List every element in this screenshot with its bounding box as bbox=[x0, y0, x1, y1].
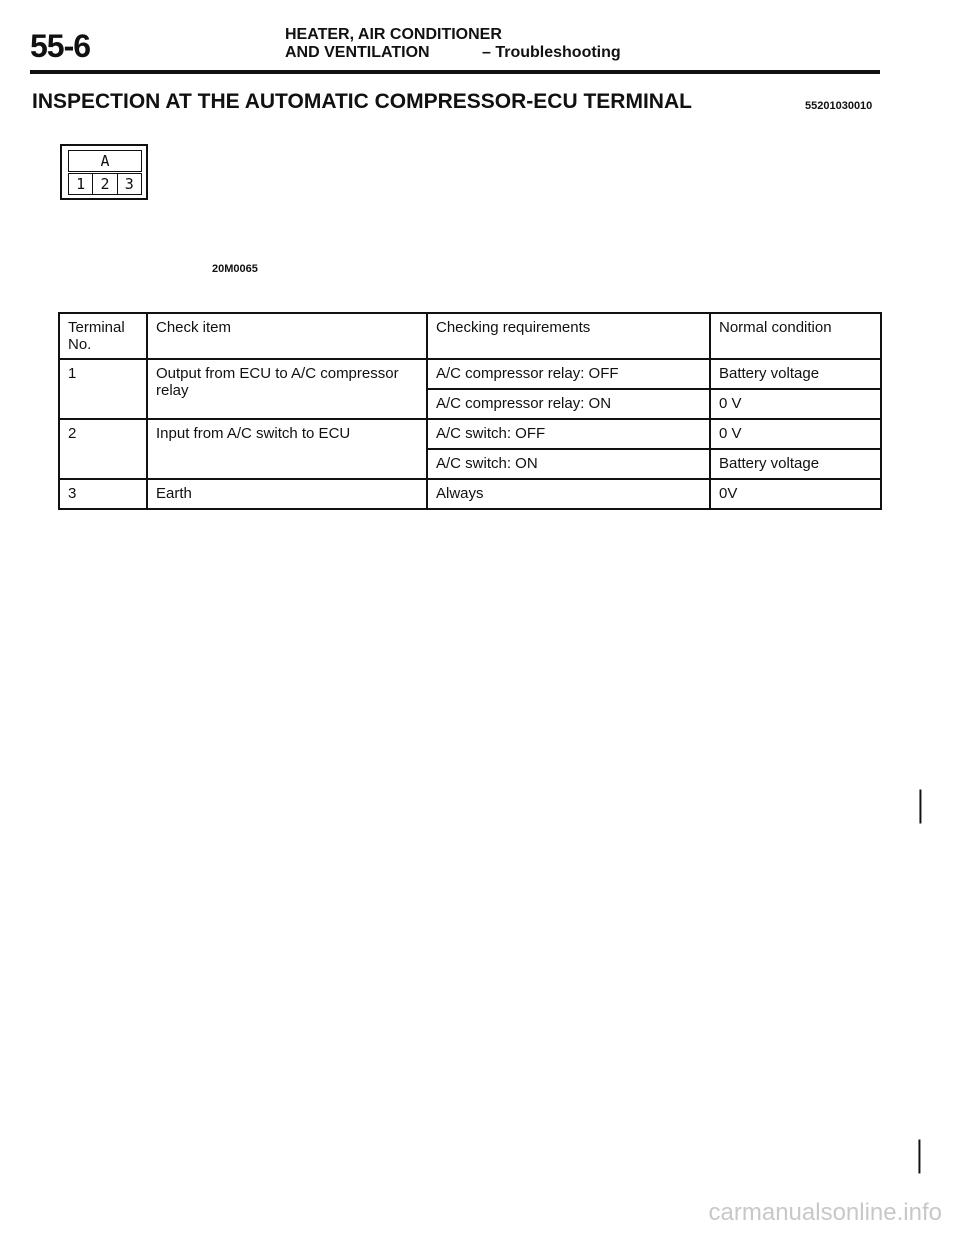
table-header-row bbox=[59, 313, 881, 359]
normal-condition-cell: Battery voltage bbox=[710, 359, 881, 389]
connector-diagram bbox=[60, 144, 148, 200]
connector-pin: 3 bbox=[124, 175, 134, 193]
chapter-title-line1: HEATER, AIR CONDITIONER bbox=[285, 26, 502, 43]
terminal-cell: 1 bbox=[59, 359, 147, 419]
header-divider bbox=[30, 70, 880, 74]
normal-condition-cell: 0 V bbox=[710, 389, 881, 419]
section-heading: INSPECTION AT THE AUTOMATIC COMPRESSOR-ECU TERMINAL bbox=[32, 90, 692, 113]
scan-mark: │ bbox=[913, 790, 931, 821]
check-item-cell: Earth bbox=[147, 479, 427, 509]
table-row bbox=[59, 479, 881, 509]
requirement-cell: A/C compressor relay: OFF bbox=[427, 359, 710, 389]
normal-condition-cell: 0 V bbox=[710, 419, 881, 449]
check-item-cell: Input from A/C switch to ECU bbox=[147, 419, 427, 479]
page-number: 55-6 bbox=[30, 28, 91, 64]
requirement-cell: A/C switch: ON bbox=[427, 449, 710, 479]
header-terminal-no: Terminal No. bbox=[59, 313, 147, 359]
table-row bbox=[59, 359, 881, 389]
terminal-inspection-table bbox=[58, 312, 882, 510]
normal-condition-cell: 0V bbox=[710, 479, 881, 509]
table-row bbox=[59, 419, 881, 449]
section-code: 55201030010 bbox=[805, 100, 873, 112]
requirement-cell: A/C compressor relay: ON bbox=[427, 389, 710, 419]
chapter-title-line2: AND VENTILATION bbox=[285, 44, 430, 61]
connector-pin: 2 bbox=[93, 174, 117, 194]
header-normal-condition: Normal condition bbox=[710, 313, 881, 359]
chapter-title bbox=[285, 26, 502, 62]
watermark: carmanualsonline.info bbox=[708, 1199, 942, 1226]
terminal-cell: 3 bbox=[59, 479, 147, 509]
terminal-cell: 2 bbox=[59, 419, 147, 479]
figure-code: 20M0065 bbox=[212, 263, 258, 275]
header-checking-requirements: Checking requirements bbox=[427, 313, 710, 359]
requirement-cell: A/C switch: OFF bbox=[427, 419, 710, 449]
connector-label: A bbox=[68, 150, 142, 172]
normal-condition-cell: Battery voltage bbox=[710, 449, 881, 479]
check-item-cell: Output from ECU to A/C compressor relay bbox=[147, 359, 427, 419]
connector-pin: 1 bbox=[69, 174, 93, 194]
requirement-cell: Always bbox=[427, 479, 710, 509]
scan-mark: │ bbox=[912, 1140, 930, 1171]
header-check-item: Check item bbox=[147, 313, 427, 359]
connector-pins bbox=[68, 173, 142, 195]
section-label: – Troubleshooting bbox=[482, 44, 621, 61]
